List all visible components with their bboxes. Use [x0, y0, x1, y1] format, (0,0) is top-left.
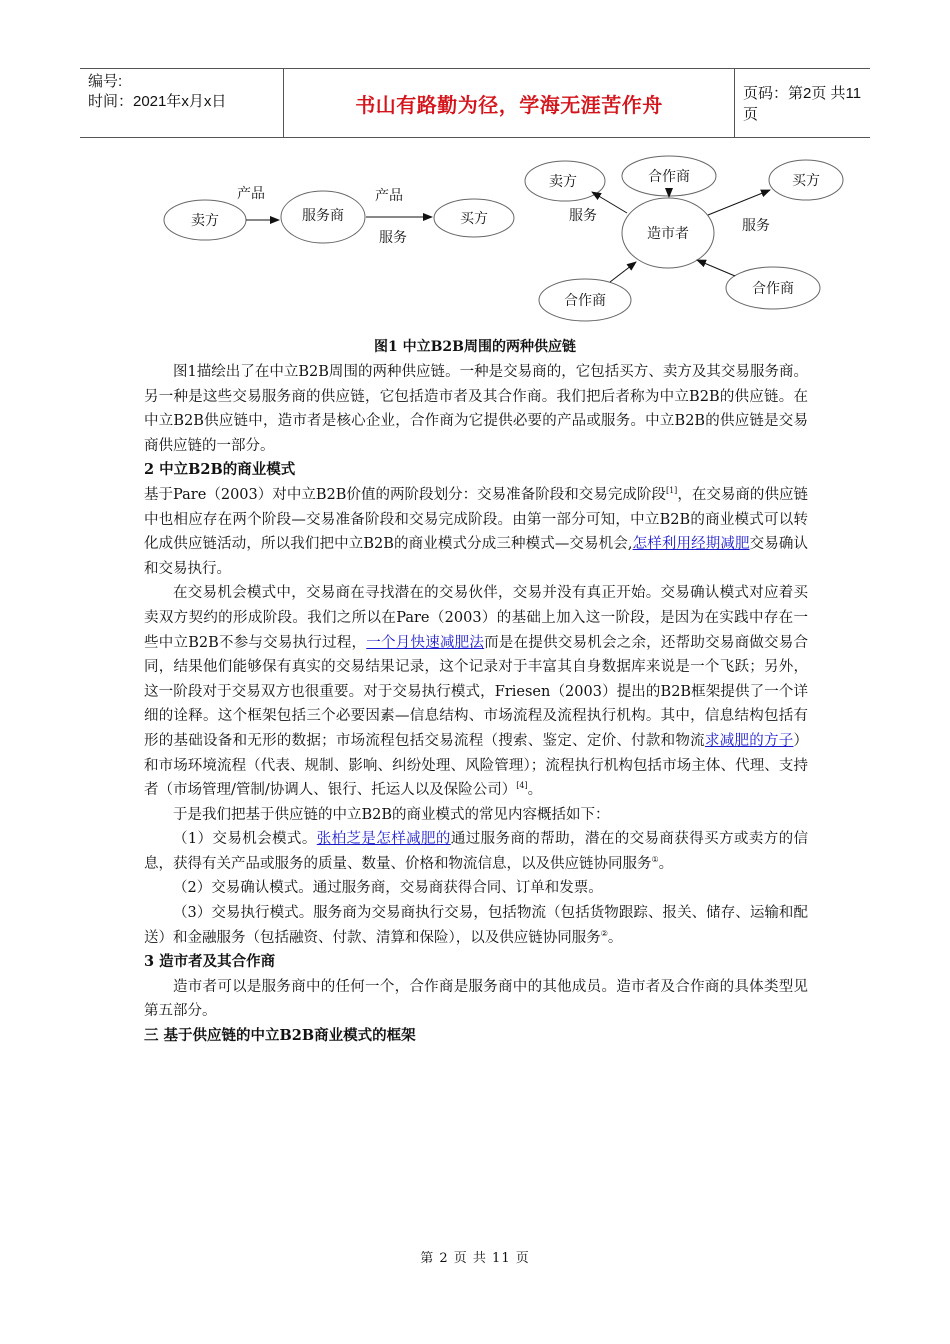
reference-1: [1]	[665, 485, 678, 495]
right-buyer-label: 买方	[792, 173, 820, 189]
header-motto-cell	[283, 69, 735, 137]
page-footer: 第 2 页 共 11 页	[420, 1251, 530, 1266]
time-label: 时间：2021年x月x日	[88, 93, 227, 110]
link-weight-loss-recipe[interactable]: 求减肥的方子	[704, 732, 794, 749]
arrow-partner-bl-to-mm	[610, 262, 636, 282]
link-period-weight-loss[interactable]: 怎样利用经期减肥	[632, 536, 750, 553]
body-text	[144, 360, 808, 1049]
heading-section-3: 3 造市者及其合作商	[144, 953, 276, 971]
heading-part-3: 三 基于供应链的中立B2B商业模式的框架	[144, 1027, 416, 1045]
arrow-mm-to-seller	[592, 192, 627, 213]
right-partner-bottom-right-label: 合作商	[752, 281, 794, 297]
link-celebrity-weight-loss[interactable]: 张柏芝是怎样减肥的	[316, 831, 451, 848]
arrow-mm-to-buyer	[708, 190, 770, 215]
paragraph-1: 图1描绘出了在中立B2B周围的两种供应链。一种是交易商的，它包括买方、卖方及其交易服务商。另一种是这些交易服务商的供应链，它包括造市者及其合作商。我们把后者称为中立B2B的供应链。在中立B2B供应链中，造市者是核心企业，合作商为它提供必要的产品或服务。中立B2B的供应链是交易商供应链的一部分。	[144, 364, 808, 454]
paragraph-2: 基于Pare（2003）对中立B2B价值的两阶段划分：交易准备阶段和交易完成阶段[1]，在交易商的供应链中也相应存在两个阶段—交易准备阶段和交易完成阶段。由第一部分可知，中立B2B的商业模式可以转化成供应链活动，所以我们把中立B2B的商业模式分成三种模式—交易机会,怎样利用经期减肥交易确认和交易执行。	[144, 485, 809, 577]
right-partner-top-label: 合作商	[648, 169, 690, 185]
figure-caption: 图1 中立B2B周围的两种供应链	[373, 339, 577, 355]
header-page-cell	[733, 69, 870, 137]
left-service-edge-label: 服务	[379, 230, 407, 246]
right-service-label-right: 服务	[742, 218, 770, 234]
left-product-label-2: 产品	[375, 188, 403, 204]
left-service-label: 服务商	[302, 208, 344, 224]
paragraph-4: 于是我们把基于供应链的中立B2B的商业模式的常见内容概括如下：	[173, 806, 610, 823]
left-seller-label: 卖方	[191, 213, 219, 229]
paragraph-7: （3）交易执行模式。服务商为交易商执行交易，包括物流（包括货物跟踪、报关、储存、运输和配送）和金融服务（包括融资、付款、清算和保险），以及供应链协同服务②。	[144, 905, 808, 946]
right-seller-label: 卖方	[549, 174, 577, 190]
header-table	[80, 68, 870, 138]
market-maker-label: 造市者	[647, 226, 689, 242]
link-month-weight-loss[interactable]: 一个月快速减肥法	[366, 634, 485, 651]
right-partner-bottom-left-label: 合作商	[564, 293, 606, 309]
motto-text: 书山有路勤为径，学海无涯苦作舟	[355, 92, 663, 117]
reference-4: [4]	[516, 781, 528, 791]
left-product-label-1: 产品	[237, 186, 265, 202]
right-service-label-left: 服务	[569, 208, 597, 224]
supply-chain-diagram	[0, 150, 950, 330]
left-buyer-label: 买方	[460, 211, 488, 227]
paragraph-5: （1）交易机会模式。张柏芝是怎样减肥的通过服务商的帮助，潜在的交易商获得买方或卖方的信息，获得有关产品或服务的质量、数量、价格和物流信息，以及供应链协同服务①。	[144, 831, 808, 872]
header-left-cell	[80, 69, 283, 137]
paragraph-8: 造市者可以是服务商中的任何一个，合作商是服务商中的其他成员。造市者及合作商的具体类型见第五部分。	[144, 978, 808, 1020]
footnote-mark-2: ②	[600, 928, 608, 938]
page-info: 页码：第2页 共11页	[743, 85, 862, 123]
number-label: 编号:	[88, 73, 123, 90]
arrow-partner-br-to-mm	[697, 260, 735, 276]
footnote-mark-1: ①	[651, 854, 659, 864]
paragraph-3: 在交易机会模式中，交易商在寻找潜在的交易伙伴，交易并没有真正开始。交易确认模式对应着买卖双方契约的形成阶段。我们之所以在Pare（2003）的基础上加入这一阶段，是因为在实践中存在一些中立B2B不参与交易执行过程，一个月快速减肥法而是在提供交易机会之余，还帮助交易商做交易合同，结果他们能够保有真实的交易结果记录，这个记录对于丰富其自身数据库来说是一个飞跃；另外，这一阶段对于交易双方也很重要。对于交易执行模式，Friesen（2003）提出的B2B框架提供了一个详细的诠释。这个框架包括三个必要因素—信息结构、市场流程及流程执行机构。其中，信息结构包括有形的基础设备和无形的数据；市场流程包括交易流程（搜索、鉴定、定价、付款和物流求减肥的方子）和市场环境流程（代表、规制、影响、纠纷处理、风险管理）；流程执行机构包括市场主体、代理、支持者（市场管理/管制/协调人、银行、托运人以及保险公司）[4]。	[144, 585, 809, 799]
heading-section-2: 2 中立B2B的商业模式	[144, 461, 296, 479]
paragraph-6: （2）交易确认模式。通过服务商，交易商获得合同、订单和发票。	[173, 880, 603, 897]
